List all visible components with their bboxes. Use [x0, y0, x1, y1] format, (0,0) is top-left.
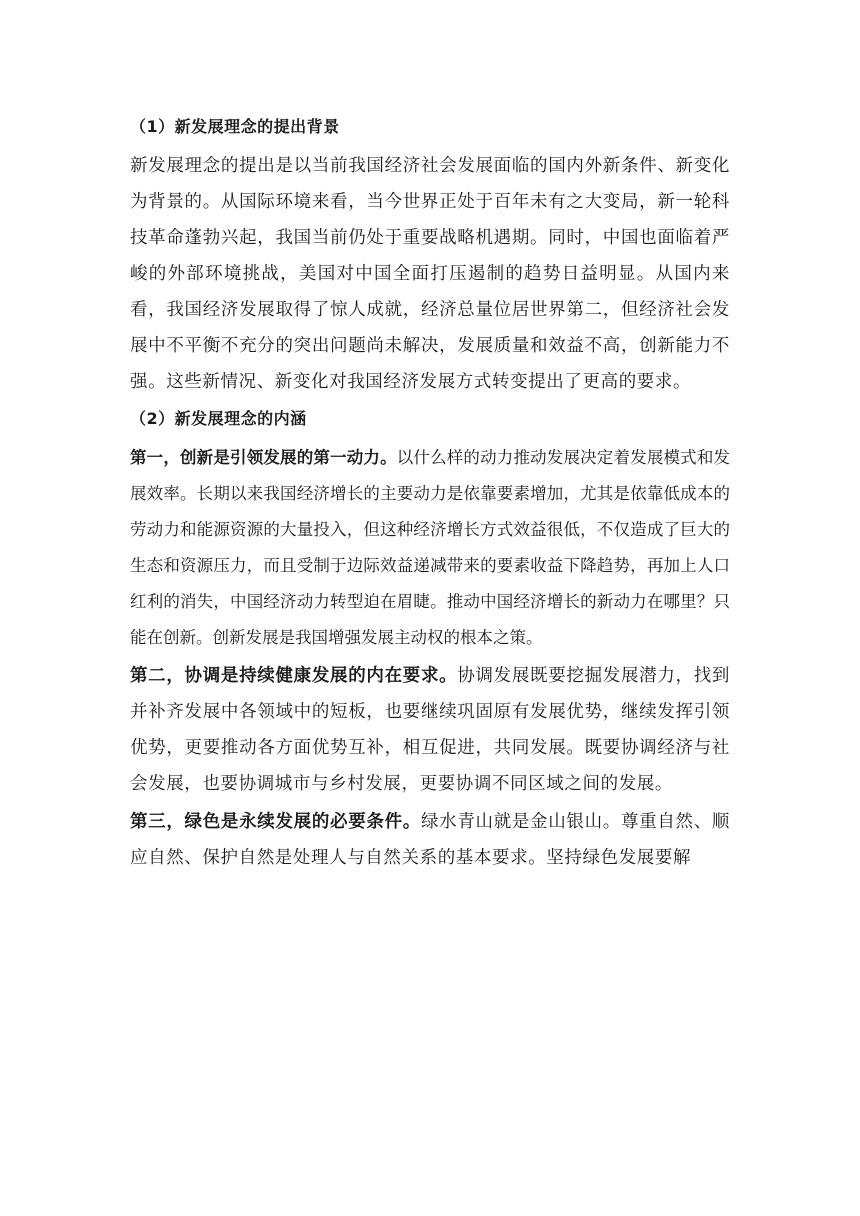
section-heading-background: （1）新发展理念的提出背景: [130, 117, 340, 136]
point-green-lead: 第三，绿色是永续发展的必要条件。: [130, 812, 421, 832]
section-heading-connotation: （2）新发展理念的内涵: [130, 409, 307, 428]
point-green-paragraph: [130, 804, 730, 876]
point-innovation-body: 以什么样的动力推动发展决定着发展模式和发展效率。长期以来我国经济增长的主要动力是依靠要素增加，尤其是依靠低成本的劳动力和能源资源的大量投入，但这种经济增长方式效益很低，不仅造成了巨大的生态和资源压力，而且受制于边际效益递减带来的要素收益下降趋势，再加上人口红利的消失，中国经济动力转型迫在眉睫。推动中国经济增长的新动力在哪里？只能在创新。创新发展是我国增强发展主动权的根本之策。: [130, 448, 731, 647]
background-paragraph: 新发展理念的提出是以当前我国经济社会发展面临的国内外新条件、新变化为背景的。从国际环境来看，当今世界正处于百年未有之大变局，新一轮科技革命蓬勃兴起，我国当前仍处于重要战略机遇期。同时，中国也面临着严峻的外部环境挑战，美国对中国全面打压遏制的趋势日益明显。从国内来看，我国经济发展取得了惊人成就，经济总量位居世界第二，但经济社会发展中不平衡不充分的突出问题尚未解决，发展质量和效益不高，创新能力不强。这些新情况、新变化对我国经济发展方式转变提出了更高的要求。: [130, 156, 730, 392]
point-coordination-lead: 第二，协调是持续健康发展的内在要求。: [130, 666, 458, 686]
point-coordination-paragraph: [130, 658, 730, 802]
point-green-body: 绿水青山就是金山银山。尊重自然、顺应自然、保护自然是处理人与自然关系的基本要求。坚持绿色发展要解: [130, 812, 730, 868]
document-page: [130, 112, 730, 878]
point-innovation-paragraph: [130, 440, 730, 656]
point-coordination-body: 协调发展既要挖掘发展潜力，找到并补齐发展中各领域中的短板，也要继续巩固原有发展优势，继续发挥引领优势，更要推动各方面优势互补，相互促进，共同发展。既要协调经济与社会发展，也要协调城市与乡村发展，更要协调不同区域之间的发展。: [130, 666, 730, 794]
point-innovation-lead: 第一，创新是引领发展的第一动力。: [130, 448, 397, 467]
